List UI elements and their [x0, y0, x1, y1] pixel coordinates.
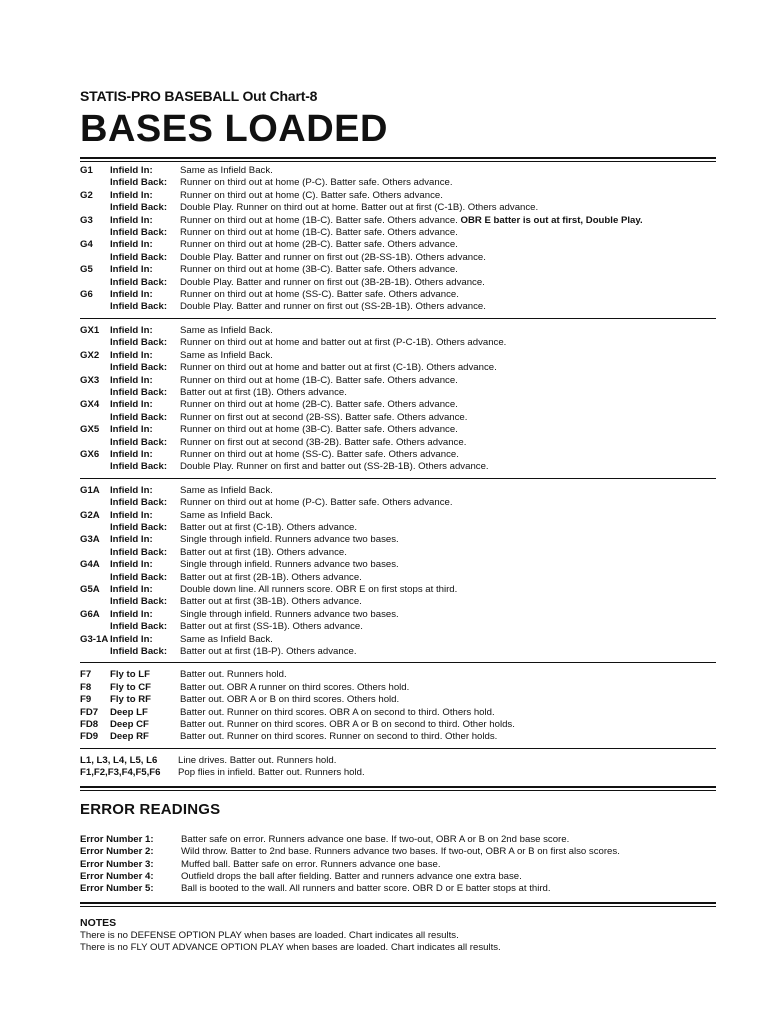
- play-result-text: Same as Infield Back.: [180, 633, 273, 645]
- play-row: [80, 190, 716, 202]
- chart-title: BASES LOADED: [80, 108, 388, 150]
- play-sections: [80, 165, 716, 744]
- play-result-text: Batter out. OBR A or B on third scores. Others hold.: [180, 694, 400, 706]
- misc-row: [80, 767, 716, 779]
- play-code: [80, 277, 110, 289]
- play-code: GX2: [80, 349, 100, 361]
- play-result-text: Runner on third out at home (1B-C). Batter safe. Others advance.: [180, 214, 461, 226]
- play-result: [180, 559, 716, 571]
- play-result: [180, 264, 716, 276]
- play-code: G3: [80, 214, 93, 226]
- play-code: G6A: [80, 608, 100, 620]
- play-code: [80, 621, 110, 633]
- play-row: [80, 362, 716, 374]
- play-row: [80, 239, 716, 251]
- play-result: [180, 325, 716, 337]
- play-result: [180, 534, 716, 546]
- play-code: G2: [80, 189, 93, 201]
- play-label: Infield In:: [110, 633, 153, 645]
- play-row: [80, 227, 716, 239]
- error-label: Error Number 3:: [80, 858, 154, 870]
- play-result: [180, 634, 716, 646]
- play-label: Deep CF: [110, 719, 149, 731]
- play-result: [180, 646, 716, 658]
- play-code: F9: [80, 694, 92, 706]
- play-result-text: Batter out. Runner on third scores. Runner on second to third. Other holds.: [180, 731, 498, 743]
- play-result-text: Batter out at first (1B). Others advance.: [180, 386, 347, 398]
- play-result-text: Runner on third out at home (1B-C). Batter safe. Others advance.: [180, 227, 458, 239]
- play-result-text: Runner on third out at home (2B-C). Batter safe. Others advance.: [180, 399, 458, 411]
- play-row: [80, 215, 716, 227]
- play-result-text: Single through infield. Runners advance two bases.: [180, 608, 399, 620]
- play-label: Fly to RF: [110, 694, 152, 706]
- play-row: [80, 252, 716, 264]
- play-result: [180, 202, 716, 214]
- play-label: Infield In:: [110, 509, 153, 521]
- play-code: [80, 177, 110, 189]
- play-result: [180, 177, 716, 189]
- play-result-text: Batter out. Runner on third scores. OBR A on second to third. Others hold.: [180, 706, 495, 718]
- play-label: Infield Back:: [110, 386, 168, 398]
- play-code: [80, 437, 110, 449]
- play-result: [180, 485, 716, 497]
- play-result: [180, 301, 716, 313]
- play-result: [180, 424, 716, 436]
- error-result: Wild throw. Batter to 2nd base. Runners advance two bases. If two-out, OBR A or B on first also scores.: [181, 846, 620, 858]
- play-label: Infield In:: [110, 189, 153, 201]
- play-result: [180, 165, 716, 177]
- play-code: [80, 362, 110, 374]
- play-result-text: Runner on third out at home (3B-C). Batter safe. Others advance.: [180, 264, 458, 276]
- play-result-text: Runner on third out at home (3B-C). Batter safe. Others advance.: [180, 424, 458, 436]
- play-code: GX5: [80, 424, 100, 436]
- play-label: Infield Back:: [110, 337, 168, 349]
- play-label: Infield Back:: [110, 546, 168, 558]
- play-code: [80, 337, 110, 349]
- play-row: [80, 301, 716, 313]
- play-row: [80, 202, 716, 214]
- error-label: Error Number 4:: [80, 870, 154, 882]
- play-result: [180, 252, 716, 264]
- play-label: Infield Back:: [110, 497, 168, 509]
- play-label: Infield Back:: [110, 227, 168, 239]
- section-divider: [80, 748, 716, 749]
- play-row: [80, 621, 716, 633]
- play-code: GX4: [80, 399, 100, 411]
- play-section: [80, 165, 716, 314]
- play-label: Infield In:: [110, 584, 153, 595]
- play-result-text: Runner on first out at second (3B-2B). Batter safe. Others advance.: [180, 436, 467, 448]
- play-label: Infield In:: [110, 534, 153, 546]
- play-code: [80, 227, 110, 239]
- play-label: Infield In:: [110, 448, 153, 460]
- misc-section: [80, 755, 716, 780]
- play-result-text: Runner on third out at home (SS-C). Batter safe. Others advance.: [180, 448, 459, 460]
- chart-subtitle: STATIS-PRO BASEBALL Out Chart-8: [80, 88, 318, 104]
- play-result-text: Batter out at first (3B-1B). Others advance.: [180, 596, 362, 608]
- play-row: [80, 437, 716, 449]
- play-code: G1: [80, 165, 93, 176]
- play-label: Infield In:: [110, 289, 153, 301]
- error-label: Error Number 5:: [80, 883, 154, 895]
- play-row: [80, 694, 716, 706]
- play-code: F7: [80, 669, 92, 681]
- play-result: [180, 547, 716, 559]
- play-code: G2A: [80, 509, 100, 521]
- play-result: [180, 694, 716, 706]
- play-label: Infield Back:: [110, 621, 168, 633]
- play-label: Infield Back:: [110, 177, 168, 189]
- play-result: [180, 584, 716, 596]
- play-label: Infield Back:: [110, 436, 168, 448]
- play-result-text: Batter out. Runner on third scores. OBR A or B on second to third. Other holds.: [180, 719, 515, 731]
- play-row: [80, 264, 716, 276]
- play-label: Infield In:: [110, 559, 153, 571]
- play-row: [80, 485, 716, 497]
- play-code: [80, 522, 110, 534]
- play-code: [80, 412, 110, 424]
- play-result: [180, 596, 716, 608]
- play-row: [80, 510, 716, 522]
- play-code: [80, 252, 110, 264]
- play-code: FD7: [80, 706, 99, 718]
- play-result: [180, 609, 716, 621]
- play-result: [180, 227, 716, 239]
- note-line: There is no FLY OUT ADVANCE OPTION PLAY when bases are loaded. Chart indicates all results.: [80, 942, 501, 954]
- play-label: Infield Back:: [110, 571, 168, 583]
- play-result-text: Double Play. Batter and runner on first out (2B-SS-1B). Others advance.: [180, 251, 486, 263]
- play-label: Infield In:: [110, 399, 153, 411]
- play-result-text: Double Play. Batter and runner on first out (SS-2B-1B). Others advance.: [180, 301, 486, 313]
- play-label: Infield Back:: [110, 411, 168, 423]
- play-code: [80, 547, 110, 559]
- play-code: [80, 301, 110, 313]
- play-result: [180, 239, 716, 251]
- play-label: Deep LF: [110, 706, 148, 718]
- play-row: [80, 277, 716, 289]
- play-row: [80, 177, 716, 189]
- play-result-text: Runner on third out at home (P-C). Batter safe. Others advance.: [180, 497, 453, 509]
- play-result: [180, 510, 716, 522]
- error-row: [80, 871, 716, 883]
- error-row: [80, 834, 716, 846]
- misc-result: Line drives. Batter out. Runners hold.: [178, 754, 337, 766]
- play-row: [80, 412, 716, 424]
- misc-label: F1,F2,F3,F4,F5,F6: [80, 767, 161, 779]
- play-code: [80, 202, 110, 214]
- play-result: [180, 572, 716, 584]
- note-line: There is no DEFENSE OPTION PLAY when bases are loaded. Chart indicates all results.: [80, 929, 459, 941]
- play-result-text: Single through infield. Runners advance two bases.: [180, 559, 399, 571]
- play-result-text: Same as Infield Back.: [180, 349, 273, 361]
- play-code: G1A: [80, 484, 100, 496]
- play-result-text: Batter out at first (2B-1B). Others advance.: [180, 571, 362, 583]
- play-result-text: Same as Infield Back.: [180, 165, 273, 176]
- play-result-text: Batter out. Runners hold.: [180, 669, 287, 681]
- play-section: [80, 485, 716, 659]
- notes-list: [80, 930, 716, 955]
- play-row: [80, 289, 716, 301]
- play-result: [180, 215, 716, 227]
- play-result: [180, 337, 716, 349]
- play-result: [180, 522, 716, 534]
- play-row: [80, 399, 716, 411]
- play-result: [180, 461, 716, 473]
- play-code: [80, 572, 110, 584]
- play-result: [180, 497, 716, 509]
- play-label: Infield In:: [110, 608, 153, 620]
- play-label: Infield In:: [110, 349, 153, 361]
- play-label: Infield Back:: [110, 202, 168, 214]
- play-row: [80, 350, 716, 362]
- play-result: [180, 707, 716, 719]
- play-row: [80, 584, 716, 596]
- play-row: [80, 731, 716, 743]
- play-label: Infield In:: [110, 239, 153, 251]
- play-result-text: Double Play. Runner on third out at home. Batter out at first (C-1B). Others advance.: [180, 202, 539, 214]
- play-row: [80, 375, 716, 387]
- play-code: G4A: [80, 559, 100, 571]
- play-result-text: Same as Infield Back.: [180, 484, 273, 496]
- play-result-emphasis: OBR E batter is out at first, Double Play.: [460, 214, 643, 226]
- play-row: [80, 682, 716, 694]
- play-result-text: Double down line. All runners score. OBR E on first stops at third.: [180, 584, 458, 595]
- play-result-text: Runner on first out at second (2B-SS). Batter safe. Others advance.: [180, 411, 468, 423]
- play-label: Infield In:: [110, 264, 153, 276]
- play-code: G3-1A: [80, 633, 109, 645]
- section-divider: [80, 478, 716, 479]
- play-row: [80, 707, 716, 719]
- misc-label: L1, L3, L4, L5, L6: [80, 754, 158, 766]
- play-code: FD9: [80, 731, 99, 743]
- play-row: [80, 634, 716, 646]
- play-result-text: Runner on third out at home (P-C). Batter safe. Others advance.: [180, 177, 453, 189]
- play-result-text: Batter out at first (1B). Others advance.: [180, 546, 347, 558]
- play-row: [80, 547, 716, 559]
- play-section: [80, 325, 716, 474]
- play-label: Infield Back:: [110, 301, 168, 313]
- play-row: [80, 609, 716, 621]
- play-code: FD8: [80, 719, 99, 731]
- play-code: F8: [80, 681, 92, 693]
- play-code: G5: [80, 264, 93, 276]
- play-result-text: Runner on third out at home (2B-C). Batter safe. Others advance.: [180, 239, 458, 251]
- play-code: G5A: [80, 584, 100, 595]
- play-row: [80, 572, 716, 584]
- out-chart-page: [80, 88, 716, 955]
- play-result-text: Runner on third out at home and batter out at first (C-1B). Others advance.: [180, 362, 497, 374]
- play-row: [80, 337, 716, 349]
- misc-result: Pop flies in infield. Batter out. Runners hold.: [178, 767, 365, 779]
- play-result: [180, 375, 716, 387]
- play-section: [80, 669, 716, 743]
- play-result-text: Batter out at first (1B-P). Others advance.: [180, 646, 357, 658]
- play-label: Infield Back:: [110, 251, 168, 263]
- play-code: G4: [80, 239, 93, 251]
- play-result-text: Runner on third out at home (1B-C). Batter safe. Others advance.: [180, 374, 458, 386]
- play-row: [80, 559, 716, 571]
- error-readings-title: ERROR READINGS: [80, 800, 221, 818]
- error-row: [80, 883, 716, 895]
- error-label: Error Number 2:: [80, 846, 154, 858]
- play-label: Infield Back:: [110, 276, 168, 288]
- play-result-text: Same as Infield Back.: [180, 509, 273, 521]
- play-label: Infield Back:: [110, 362, 168, 374]
- play-code: [80, 596, 110, 608]
- play-code: GX6: [80, 448, 100, 460]
- double-rule: [80, 786, 716, 791]
- play-result-text: Runner on third out at home and batter out at first (P-C-1B). Others advance.: [180, 337, 507, 349]
- play-row: [80, 646, 716, 658]
- error-readings-list: [80, 834, 716, 896]
- play-result: [180, 449, 716, 461]
- play-result: [180, 669, 716, 681]
- play-result: [180, 350, 716, 362]
- error-label: Error Number 1:: [80, 833, 154, 845]
- error-row: [80, 859, 716, 871]
- play-result-text: Batter out. OBR A runner on third scores. Others hold.: [180, 681, 410, 693]
- play-result-text: Double Play. Batter and runner on first out (3B-2B-1B). Others advance.: [180, 276, 485, 288]
- double-rule: [80, 902, 716, 907]
- play-label: Infield Back:: [110, 521, 168, 533]
- play-row: [80, 325, 716, 337]
- play-code: [80, 646, 110, 658]
- play-code: GX3: [80, 374, 100, 386]
- play-result: [180, 362, 716, 374]
- play-row: [80, 522, 716, 534]
- play-label: Fly to CF: [110, 681, 152, 693]
- play-result-text: Same as Infield Back.: [180, 324, 273, 336]
- play-row: [80, 596, 716, 608]
- play-label: Infield In:: [110, 424, 153, 436]
- play-row: [80, 719, 716, 731]
- error-result: Ball is booted to the wall. All runners and batter score. OBR D or E batter stops at third.: [181, 883, 551, 895]
- play-label: Infield In:: [110, 374, 153, 386]
- play-label: Infield Back:: [110, 646, 168, 658]
- play-code: G3A: [80, 534, 100, 546]
- play-result-text: Runner on third out at home (SS-C). Batter safe. Others advance.: [180, 289, 459, 301]
- play-label: Infield In:: [110, 214, 153, 226]
- play-result: [180, 719, 716, 731]
- play-label: Infield Back:: [110, 461, 168, 473]
- play-label: Infield Back:: [110, 596, 168, 608]
- play-result-text: Single through infield. Runners advance two bases.: [180, 534, 399, 546]
- notes-title: NOTES: [80, 916, 117, 929]
- play-result: [180, 387, 716, 399]
- play-row: [80, 424, 716, 436]
- play-label: Infield In:: [110, 324, 153, 336]
- play-result: [180, 190, 716, 202]
- play-code: [80, 461, 110, 473]
- section-divider: [80, 662, 716, 663]
- play-row: [80, 461, 716, 473]
- misc-row: [80, 755, 716, 767]
- section-divider: [80, 318, 716, 319]
- play-row: [80, 534, 716, 546]
- play-label: Infield In:: [110, 165, 153, 176]
- play-label: Deep RF: [110, 731, 149, 743]
- double-rule: [80, 157, 716, 162]
- play-code: [80, 497, 110, 509]
- play-result-text: Batter out at first (C-1B). Others advance.: [180, 521, 358, 533]
- play-code: GX1: [80, 324, 100, 336]
- play-result: [180, 277, 716, 289]
- play-row: [80, 497, 716, 509]
- error-result: Muffed ball. Batter safe on error. Runners advance one base.: [181, 858, 441, 870]
- play-result: [180, 682, 716, 694]
- play-label: Fly to LF: [110, 669, 150, 681]
- error-result: Batter safe on error. Runners advance one base. If two-out, OBR A or B on 2nd base score.: [181, 833, 570, 845]
- play-code: G6: [80, 289, 93, 301]
- play-label: Infield In:: [110, 484, 153, 496]
- play-result-text: Runner on third out at home (C). Batter safe. Others advance.: [180, 189, 443, 201]
- play-result-text: Batter out at first (SS-1B). Others advance.: [180, 621, 363, 633]
- play-result: [180, 289, 716, 301]
- play-result-text: Double Play. Runner on first and batter out (SS-2B-1B). Others advance.: [180, 461, 489, 473]
- error-row: [80, 846, 716, 858]
- play-row: [80, 449, 716, 461]
- play-row: [80, 387, 716, 399]
- error-result: Outfield drops the ball after fielding. Batter and runners advance one extra base.: [181, 870, 522, 882]
- play-result: [180, 437, 716, 449]
- play-result: [180, 731, 716, 743]
- play-result: [180, 621, 716, 633]
- play-result: [180, 399, 716, 411]
- play-code: [80, 387, 110, 399]
- play-result: [180, 412, 716, 424]
- play-row: [80, 165, 716, 177]
- play-row: [80, 669, 716, 681]
